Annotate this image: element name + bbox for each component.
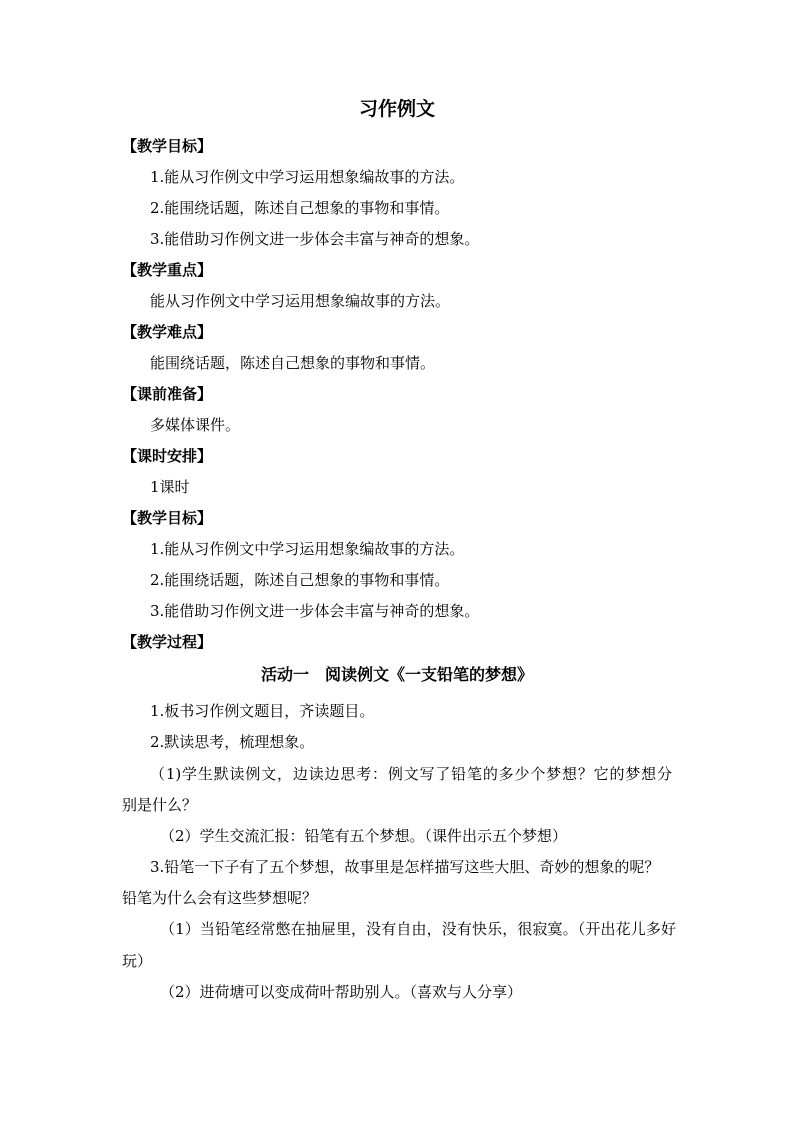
process-substep-continued: 别是什么？ [122,796,198,814]
process-step: 1.板书习作例文题目，齐读题目。 [150,702,375,720]
objective-item: 2.能围绕话题，陈述自己想象的事物和事情。 [150,571,450,589]
process-substep: （2）学生交流汇报：铅笔有五个梦想。（课件出示五个梦想） [160,827,568,845]
key-point-text: 能从习作例文中学习运用想象编故事的方法。 [150,292,451,310]
process-step: 3.铅笔一下子有了五个梦想，故事里是怎样描写这些大胆、奇妙的想象的呢？ [150,858,660,876]
process-substep: （1）当铅笔经常憋在抽屉里，没有自由，没有快乐，很寂寞。（开出花儿多好 [160,920,676,938]
process-step: 2.默读思考，梳理想象。 [150,733,315,751]
difficulty-text: 能围绕话题，陈述自己想象的事物和事情。 [150,354,436,372]
document-title: 习作例文 [358,98,435,120]
section-heading-schedule: 【课时安排】 [122,447,213,465]
process-substep-continued: 玩） [122,952,153,970]
objective-item: 2.能围绕话题，陈述自己想象的事物和事情。 [150,199,450,217]
objective-item: 1.能从习作例文中学习运用想象编故事的方法。 [150,540,465,558]
section-heading-process: 【教学过程】 [122,633,213,651]
objective-item: 3.能借助习作例文进一步体会丰富与神奇的想象。 [150,230,480,248]
schedule-text: 1课时 [150,478,190,496]
preparation-text: 多媒体课件。 [150,416,241,434]
process-step-continued: 铅笔为什么会有这些梦想呢？ [122,889,318,907]
objective-item: 3.能借助习作例文进一步体会丰富与神奇的想象。 [150,602,480,620]
section-heading-key-points: 【教学重点】 [122,261,213,279]
section-heading-preparation: 【课前准备】 [122,385,213,403]
activity-heading: 活动一 阅读例文《一支铅笔的梦想》 [260,665,533,684]
section-heading-objectives-2: 【教学目标】 [122,509,213,527]
section-heading-objectives: 【教学目标】 [122,137,213,155]
objective-item: 1.能从习作例文中学习运用想象编故事的方法。 [150,168,465,186]
process-substep: （1)学生默读例文，边读边思考：例文写了铅笔的多少个梦想？它的梦想分 [150,765,672,783]
section-heading-difficulties: 【教学难点】 [122,323,213,341]
process-substep: （2）进荷塘可以变成荷叶帮助别人。（喜欢与人分享） [160,983,523,1001]
